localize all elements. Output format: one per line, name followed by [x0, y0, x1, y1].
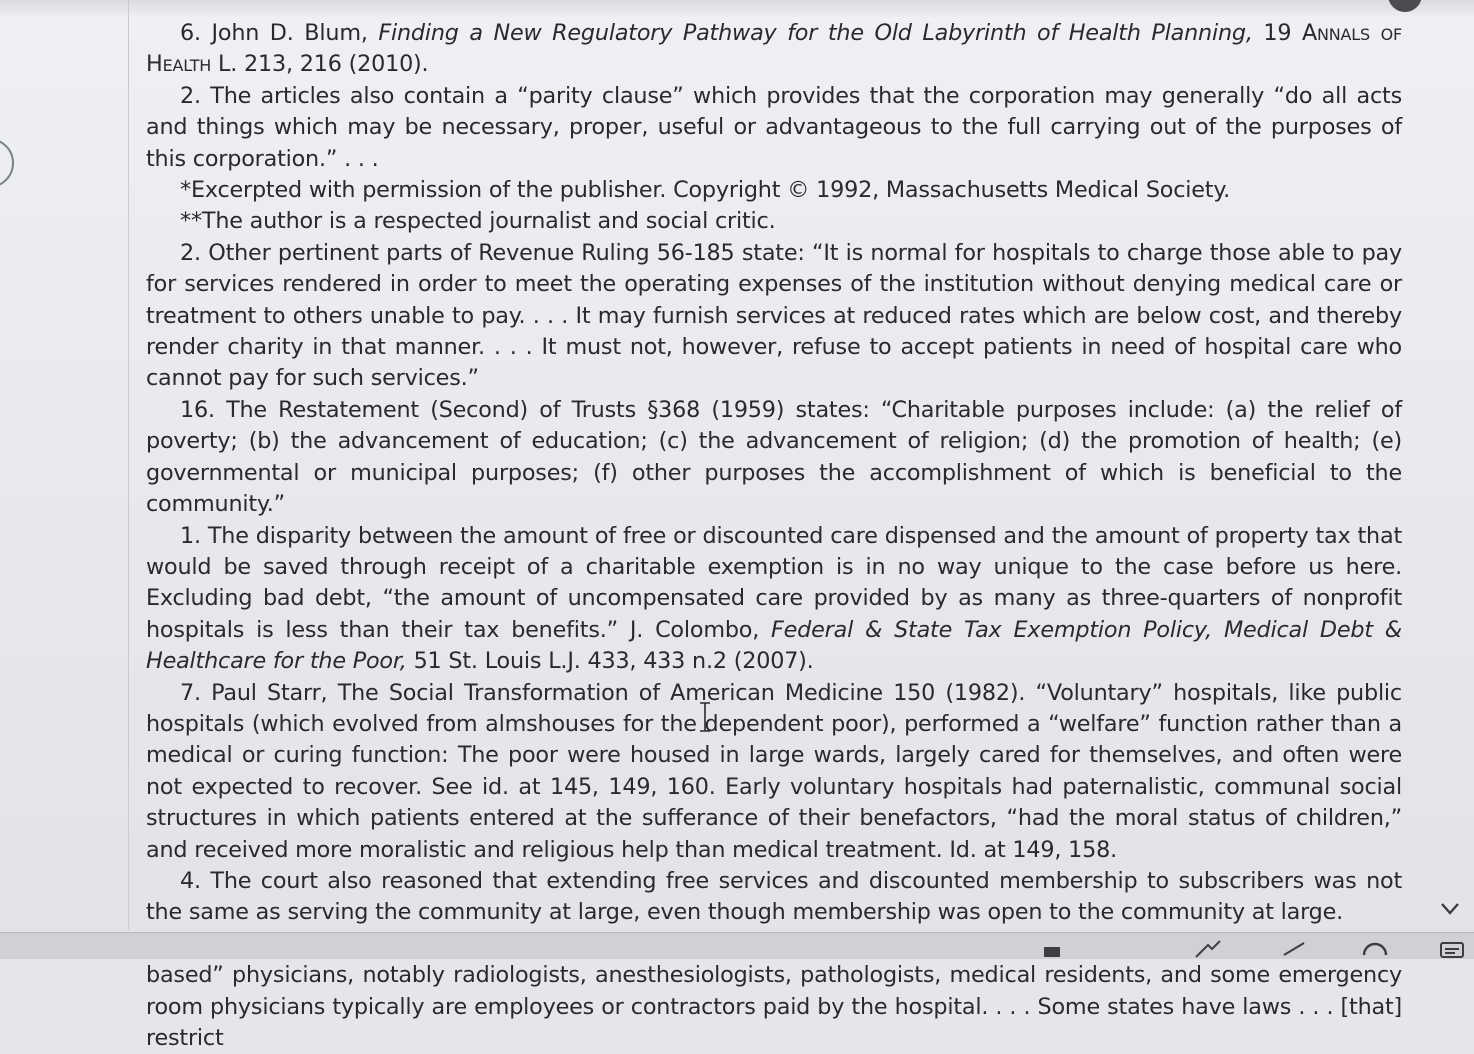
- footnote-paragraph: [146, 175, 1402, 206]
- footnote-paragraph: [146, 521, 1402, 678]
- footnote-text: 16. The Restatement (Second) of Trusts §368 (1959) states: “Charitable purposes include: (a) the relief of poverty; (b) the advancement of education; (c) the advancement of religion; (d) the promotion of health; (e) governmental or municipal purposes; (f) other purposes the accomplishment of which is beneficial to the community.”: [146, 396, 1402, 518]
- footnote-text: 2. The articles also contain a “parity clause” which provides that the corporation may generally “do all acts and things which may be necessary, proper, useful or advantageous to the full carrying out of the purposes of this corporation.” . . .: [146, 82, 1402, 172]
- footnote-text: 51 St. Louis L.J. 433, 433 n.2 (2007).: [406, 648, 814, 675]
- window-icon[interactable]: [1040, 937, 1064, 957]
- footnote-paragraph: [146, 395, 1402, 521]
- footnote-paragraph: [146, 206, 1402, 237]
- citation-title: Federal & State Tax Exemption Policy, Medical Debt & Healthcare for the Poor,: [146, 616, 1402, 675]
- top-edge: [0, 0, 1474, 18]
- footnote-text: based” physicians, notably radiologists, anesthesiologists, pathologists, medical residents, and some emergency room physicians typically are employees or contractors paid by the hospital. . . . Some states have laws . . . [that] restrict: [146, 962, 1402, 1051]
- footnote-text: 213, 216 (2010).: [237, 51, 429, 78]
- footnote-text: *Excerpted with permission of the publisher. Copyright © 1992, Massachusetts Medical Society.: [180, 177, 1231, 204]
- left-edge-arc: [0, 138, 14, 188]
- footnote-text: 6. John D. Blum,: [180, 20, 379, 46]
- notes-icon[interactable]: [1438, 937, 1468, 957]
- document-text: [146, 18, 1402, 1054]
- footnote-text: 19: [1252, 20, 1302, 46]
- citation-title: Finding a New Regulatory Pathway for the Old Labyrinth of Health Planning,: [378, 20, 1253, 46]
- footnote-paragraph: [146, 81, 1402, 175]
- footnote-paragraph: [146, 866, 1402, 929]
- chevron-down-icon[interactable]: [1436, 894, 1464, 922]
- footnote-paragraph: [146, 678, 1402, 866]
- footnote-paragraph: [146, 238, 1402, 395]
- circle-icon[interactable]: [1360, 937, 1390, 957]
- taskbar: [0, 932, 1474, 959]
- footnote-text: 1. The disparity between the amount of free or discounted care dispensed and the amount of property tax that would be saved through receipt of a charitable exemption is in no way unique to the case before us here. Excluding bad debt, “the amount of uncompensated care provided by as many as three-quarters of nonprofit hospitals is less than their tax benefits.” J. Colombo,: [146, 522, 1402, 643]
- paint-icon[interactable]: [1190, 937, 1230, 957]
- page-margin-line: [128, 0, 129, 930]
- footnote-text: **The author is a respected journalist and social critic.: [180, 208, 776, 235]
- footnote-paragraph: [146, 18, 1402, 81]
- footnote-text: 4. The court also reasoned that extending free services and discounted membership to subscribers was not the same as serving the community at large, even though membership was open to the community at large.: [146, 867, 1402, 926]
- pen-icon[interactable]: [1280, 937, 1310, 957]
- footnote-text: 2. Other pertinent parts of Revenue Ruling 56-185 state: “It is normal for hospitals to charge those able to pay for services rendered in order to meet the operating expenses of the institution without denying medical care or treatment to others unable to pay. . . . It may furnish services at reduced rates which are below cost, and thereby render charity in that manner. . . . It must not, however, refuse to accept patients in need of hospital care who cannot pay for such services.”: [146, 239, 1402, 392]
- footnote-text: 7. Paul Starr, The Social Transformation of American Medicine 150 (1982). “Voluntary” hospitals, like public hospitals (which evolved from almshouses for the dependent poor), performed a “welfare” function rather than a medical or curing function: The poor were housed in large wards, largely cared for themselves, and often were not expected to recover. See id. at 145, 149, 160. Early voluntary hospitals had paternalistic, communal social structures in which patients entered at the sufferance of their benefactors, “had the moral status of children,” and received more moralistic and religious help than medical treatment. Id. at 149, 158.: [146, 679, 1402, 863]
- text-cursor-icon: [698, 702, 712, 732]
- journal-name: Annals of Health L.: [146, 20, 1402, 78]
